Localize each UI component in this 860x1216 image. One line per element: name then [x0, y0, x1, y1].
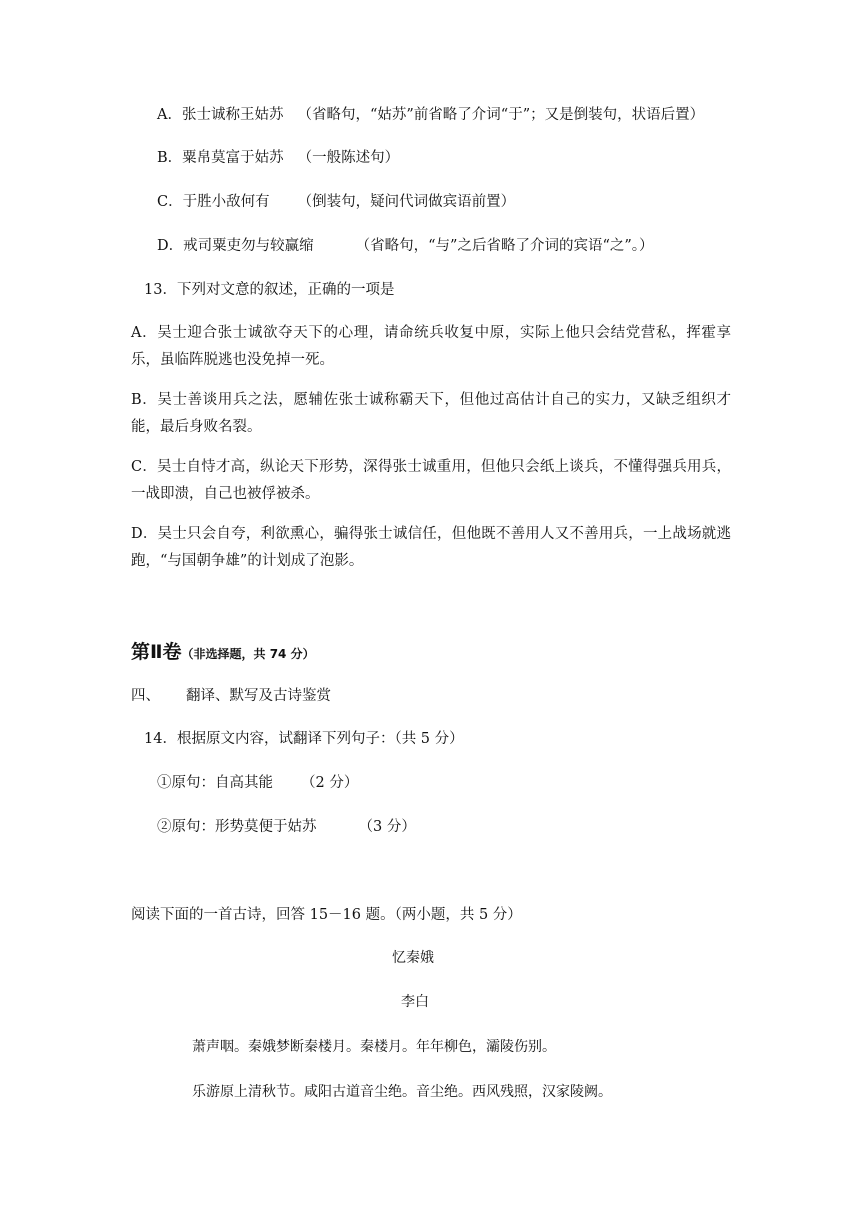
q12-option-d-note: （省略句，“与”之后省略了介词的宾语“之”。） — [355, 238, 654, 254]
q12-option-d-sentence: D．戒司粟吏勿与较赢缩 — [157, 238, 314, 254]
part2-title: 第Ⅱ卷 — [131, 641, 182, 663]
q14-item-1-score: （2 分） — [301, 775, 359, 791]
q12-option-a-sentence: A．张士诚称王姑苏 — [157, 107, 284, 123]
q13-stem: 13．下列对文意的叙述，正确的一项是 — [144, 282, 395, 298]
q12-option-c — [157, 192, 515, 212]
part2-heading — [131, 637, 315, 664]
q14-item-1-text: ①原句：自高其能 — [157, 775, 273, 791]
q14-item-2 — [157, 817, 416, 837]
part2-subtitle: （非选择题，共 74 分） — [181, 647, 315, 661]
q14-stem: 14．根据原文内容，试翻译下列句子：（共 5 分） — [144, 731, 464, 747]
q12-option-c-sentence: C．于胜小敌何有 — [157, 194, 270, 210]
section4-title: 翻译、默写及古诗鉴赏 — [186, 688, 331, 704]
q13-option-a: A．吴士迎合张士诚欲夺天下的心理，请命统兵收复中原，实际上他只会结党营私，挥霍享乐，虽临阵脱逃也没免掉一死。 — [131, 325, 731, 368]
q12-option-c-note: （倒装句，疑问代词做宾语前置） — [297, 194, 516, 210]
q14-item-1 — [157, 773, 358, 793]
poem-line-2: 乐游原上清秋节。咸阳古道音尘绝。音尘绝。西风残照，汉家陵阙。 — [192, 1084, 612, 1100]
poem-line-1: 萧声咽。秦娥梦断秦楼月。秦楼月。年年柳色，灞陵伤别。 — [192, 1039, 556, 1055]
section4-number: 四、 — [131, 688, 160, 704]
q13-option-b: B．吴士善谈用兵之法，愿辅佐张士诚称霸天下，但他过高估计自己的实力，又缺乏组织才能，最后身败名裂。 — [131, 392, 731, 435]
q12-option-a — [157, 105, 704, 125]
q13-option-c: C．吴士自恃才高，纵论天下形势，深得张士诚重用，但他只会纸上谈兵，不懂得强兵用兵，一战即溃，自己也被俘被杀。 — [131, 459, 731, 502]
q12-option-b-note: （一般陈述句） — [297, 150, 400, 166]
q13-option-d: D．吴士只会自夸，利欲熏心，骗得张士诚信任，但他既不善用人又不善用兵，一上战场就逃跑，“与国朝争雄”的计划成了泡影。 — [131, 526, 731, 569]
q12-option-a-note: （省略句，“姑苏”前省略了介词“于”；又是倒装句，状语后置） — [297, 107, 705, 123]
reading-intro: 阅读下面的一首古诗，回答 15－16 题。（两小题，共 5 分） — [131, 907, 522, 923]
q14-item-2-score: （3 分） — [358, 819, 416, 835]
q12-option-d — [157, 236, 654, 256]
q12-option-b-sentence: B．粟帛莫富于姑苏 — [157, 150, 284, 166]
q14-item-2-text: ②原句：形势莫便于姑苏 — [157, 819, 317, 835]
q12-option-b — [157, 148, 399, 168]
poem-title: 忆秦娥 — [392, 950, 434, 966]
section4-heading — [131, 686, 331, 706]
poem-author: 李白 — [401, 994, 429, 1010]
